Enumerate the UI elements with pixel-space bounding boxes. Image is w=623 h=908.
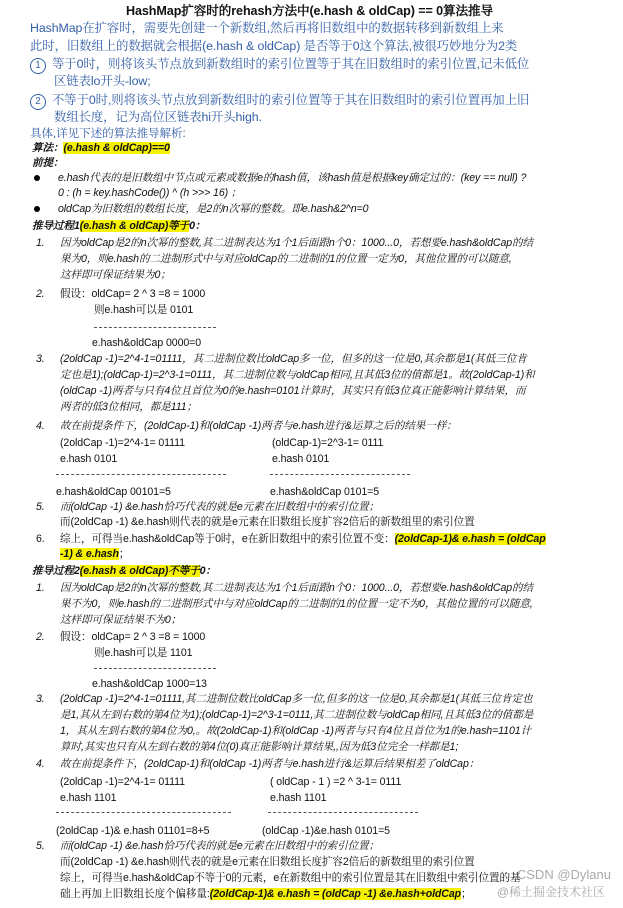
intro-item-2: [30, 92, 529, 110]
proc1-step-2-num: 2.: [36, 288, 45, 300]
intro-item-1-line-1: 等于0时，则将该头节点放到新数组时的索引位置等于其在旧数组时的索引位置,记未低位: [52, 57, 530, 71]
proc2-step-4-num: 4.: [36, 758, 45, 770]
proc2-step-3-line-2: 是1,其从左到右数的第4位为1);(oldCap-1)=2^3-1=0111,其二进制位数与oldCap相同,且其低3位的值都是: [60, 709, 534, 721]
proc1-step-2-line-2: 则e.hash可以是 0101: [94, 304, 194, 316]
intro-line-2: 此时，旧数组上的数据就会根据(e.hash & oldCap) 是否等于0这个算法,被很巧妙地分为2类: [30, 39, 518, 53]
proc1-step-2-line-1: 假设：oldCap= 2 ^ 3 =8 = 1000: [60, 288, 206, 300]
proc2-step-4-right-c: (oldCap -1)&e.hash 0101=5: [262, 825, 390, 837]
proc2-step-4-left-rule: [56, 812, 231, 813]
proc2-step-1-line-1: 因为oldCap是2的n次幂的整数,其二进制表达为1个1后面跟n个0：1000...0，若想要e.hash&oldCap的结: [60, 582, 534, 594]
intro-detail: 具体,详见下述的算法推导解析:: [30, 127, 186, 140]
proc1-step-6-text: 综上，可得当e.hash&oldCap等于0时，e在新旧数组中的索引位置不变：: [60, 533, 395, 545]
bullet-dot: [34, 206, 40, 212]
proc1-step-4-right-rule: [270, 474, 410, 475]
proc2-step-3-num: 3.: [36, 693, 45, 705]
proc2-step-4-right-b: e.hash 1101: [270, 792, 327, 804]
proc1-step-6-num: 6.: [36, 533, 45, 545]
premise-bullet-2: [34, 203, 40, 216]
proc2-step-6-end: ；: [461, 888, 472, 900]
watermark-main: CSDN @Dylanu: [516, 867, 611, 882]
proc1-step-1-line-3: 这样即可保证结果为0；: [60, 269, 171, 281]
premise-label: 前提：: [32, 157, 64, 169]
proc2-step-1-line-3: 这样即可保证结果不为0；: [60, 614, 182, 626]
proc1-heading-post: 0：: [189, 220, 206, 232]
proc1-heading: [32, 220, 205, 233]
proc1-step-4-right-b: e.hash 0101: [272, 453, 330, 465]
proc2-heading: [32, 565, 216, 578]
proc1-step-4-right-c: e.hash&oldCap 0101=5: [270, 486, 380, 498]
page-title: HashMap扩容时的rehash方法中(e.hash & oldCap) == 0算法推导: [126, 4, 493, 18]
proc1-step-1-line-1: 因为oldCap是2的n次幂的整数,其二进制表达为1个1后面跟n个0：1000...0，若想要e.hash&oldCap的结: [60, 237, 534, 249]
circled-number-1: 1: [30, 58, 46, 74]
proc1-step-2-line-3: e.hash&oldCap 0000=0: [92, 337, 202, 349]
proc1-heading-highlight: (e.hash & oldCap)等于: [79, 220, 190, 232]
proc2-step-6-text: 础上再加上旧数组长度个偏移量:: [60, 888, 210, 900]
proc1-step-3-line-2: 定也是1);(oldCap-1)=2^3-1=0111，其二进制位数与oldCap相同,且其低3位的值都是1。故(2oldCap-1)和: [60, 369, 535, 381]
algo-formula: (e.hash & oldCap)==0: [63, 142, 170, 154]
proc1-step-6-highlight-b: -1) & e.hash: [60, 548, 119, 560]
proc1-step-6-line-1: [60, 533, 546, 546]
proc2-step-4-right-rule: [268, 812, 418, 813]
proc2-step-6-highlight: (2oldCap-1)& e.hash = (oldCap -1) &e.hash+oldCap: [209, 888, 462, 900]
proc2-step-2-line-3: e.hash&oldCap 1000=13: [92, 678, 207, 690]
proc2-step-1-num: 1.: [36, 582, 45, 594]
proc2-step-5-line-2: 而(2oldCap -1) &e.hash则代表的就是e元素在旧数组长度扩容2倍后的新数组里的索引位置: [60, 856, 475, 868]
proc1-step-3-line-3: (oldCap -1)两者与只有4位且首位为0的e.hash=0101计算时，其实只有低3位真正能影响计算结果，而: [60, 385, 526, 397]
proc2-step-2-num: 2.: [36, 631, 45, 643]
proc1-step-4-left-c: e.hash&oldCap 00101=5: [56, 486, 171, 498]
proc2-heading-post: 0：: [199, 565, 216, 577]
watermark-sub: @稀土掘金技术社区: [496, 885, 605, 899]
proc2-step-3-line-4: 算时,其实也只有从左到右数的第4位(0)真正能影响计算结果,,因为低3位完全一样都是1;: [60, 741, 459, 753]
intro-item-2-line-1: 不等于0时,则将该头节点放到新数组时的索引位置等于其在旧数组时的索引位置再加上旧: [52, 93, 530, 107]
proc1-step-4-right-a: (oldCap-1)=2^3-1= 0111: [272, 437, 384, 449]
proc1-step-6-highlight-a: (2oldCap-1)& e.hash = (oldCap: [394, 533, 546, 545]
proc1-step-4-line-1: 故在前提条件下，(2oldCap-1)和(oldCap -1)两者与e.hash进行&运算之后的结果一样：: [60, 420, 457, 432]
circled-number-2: 2: [30, 94, 46, 110]
premise-bullet-1: [34, 172, 40, 185]
proc1-step-4-num: 4.: [36, 420, 45, 432]
premise-b1-line-2: 0 : (h = key.hashCode()) ^ (h >>> 16) ；: [58, 187, 242, 199]
proc1-step-4-left-rule: [56, 474, 226, 475]
proc2-step-4-right-a: ( oldCap - 1 ) =2 ^ 3-1= 0111: [270, 776, 402, 788]
proc2-heading-highlight: (e.hash & oldCap)不等于: [79, 565, 200, 577]
intro-line-1: HashMap在扩容时，需要先创建一个新数组,然后再将旧数组中的数据转移到新数组上来: [30, 21, 504, 35]
proc1-step-3-num: 3.: [36, 353, 45, 365]
proc2-step-1-line-2: 果不为0，则e.hash的二进制形式中与对应oldCap的二进制的1的位置一定不为0，其他位置的可以随意,: [60, 598, 533, 610]
proc2-step-5-num: 5.: [36, 840, 45, 852]
proc1-step-4-left-b: e.hash 0101: [60, 453, 118, 465]
algo-line: [32, 142, 170, 155]
premise-b2: oldCap为旧数组的数组长度，是2的n次幂的整数。即e.hash&2^n=0: [58, 203, 369, 215]
proc1-step-6-line-2: [60, 548, 129, 561]
proc2-heading-pre: 推导过程2: [32, 565, 80, 577]
proc1-step-5-line-2: 而(2oldCap -1) &e.hash则代表的就是e元素在旧数组长度扩容2倍后的新数组里的索引位置: [60, 516, 475, 528]
proc1-step-3-line-1: (2oldCap -1)=2^4-1=01111，其二进制位数比oldCap多一位，但多的这一位是0,其余都是1(其低三位肯: [60, 353, 527, 365]
intro-item-2-line-2: 数组长度，记为高位区链表hi开头high.: [54, 110, 262, 124]
proc1-step-1-line-2: 果为0，则e.hash的二进制形式中与对应oldCap的二进制的1的位置一定为0，其他位置的可以随意,: [60, 253, 512, 265]
premise-b1-line-1: e.hash代表的是旧数组中节点或元素或数据e的hash值，该hash值是根据key确定过的：(key == null) ?: [58, 172, 527, 184]
algo-label: 算法：: [32, 142, 64, 154]
proc2-step-4-line-1: 故在前提条件下，(2oldCap-1)和(oldCap -1)两者与e.hash进行&运算后结果相差了oldCap：: [60, 758, 480, 770]
proc1-step-5-num: 5.: [36, 501, 45, 513]
intro-item-1: [30, 56, 529, 74]
proc2-step-2-rule: [94, 668, 216, 669]
proc1-step-2-rule: [94, 327, 216, 328]
proc2-step-5-line-1: 而(oldCap -1) &e.hash恰巧代表的就是e元素在旧数组中的索引位置；: [60, 840, 380, 852]
proc2-step-6-line-1: 综上，可得当e.hash&oldCap不等于0的元素，e在新数组中的索引位置是其在旧数组中索引位置的基: [60, 872, 521, 884]
proc1-step-6-end: ；: [118, 548, 130, 560]
bullet-dot: [34, 175, 40, 181]
proc1-step-1-num: 1.: [36, 237, 45, 249]
proc2-step-2-line-1: 假设：oldCap= 2 ^ 3 =8 = 1000: [60, 631, 206, 643]
proc2-step-4-left-b: e.hash 1101: [60, 792, 117, 804]
proc2-step-3-line-1: (2oldCap -1)=2^4-1=01111,其二进制位数比oldCap多一位,但多的这一位是0,其余都是1(其低三位肯定也: [60, 693, 533, 705]
proc2-step-3-line-3: 1，其从左到右数的第4位为0,。故(2oldCap-1)和(oldCap -1)两者与只有4位且首位为1的e.hash=1101计: [60, 725, 532, 737]
proc1-step-3-line-4: 两者的低3位相同，都是111；: [60, 401, 198, 413]
proc1-heading-pre: 推导过程1: [32, 220, 80, 232]
proc2-step-4-left-a: (2oldCap -1)=2^4-1= 01111: [60, 776, 185, 788]
intro-item-1-line-2: 区链表lo开头-low;: [54, 74, 151, 88]
proc1-step-4-left-a: (2oldCap -1)=2^4-1= 01111: [60, 437, 185, 449]
proc2-step-2-line-2: 则e.hash可以是 1101: [94, 647, 193, 659]
proc1-step-5-line-1: 而(oldCap -1) &e.hash恰巧代表的就是e元素在旧数组中的索引位置；: [60, 501, 380, 513]
proc2-step-6-line-2: [60, 888, 472, 901]
proc2-step-4-left-c: (2oldCap -1)& e.hash 01101=8+5: [56, 825, 210, 837]
